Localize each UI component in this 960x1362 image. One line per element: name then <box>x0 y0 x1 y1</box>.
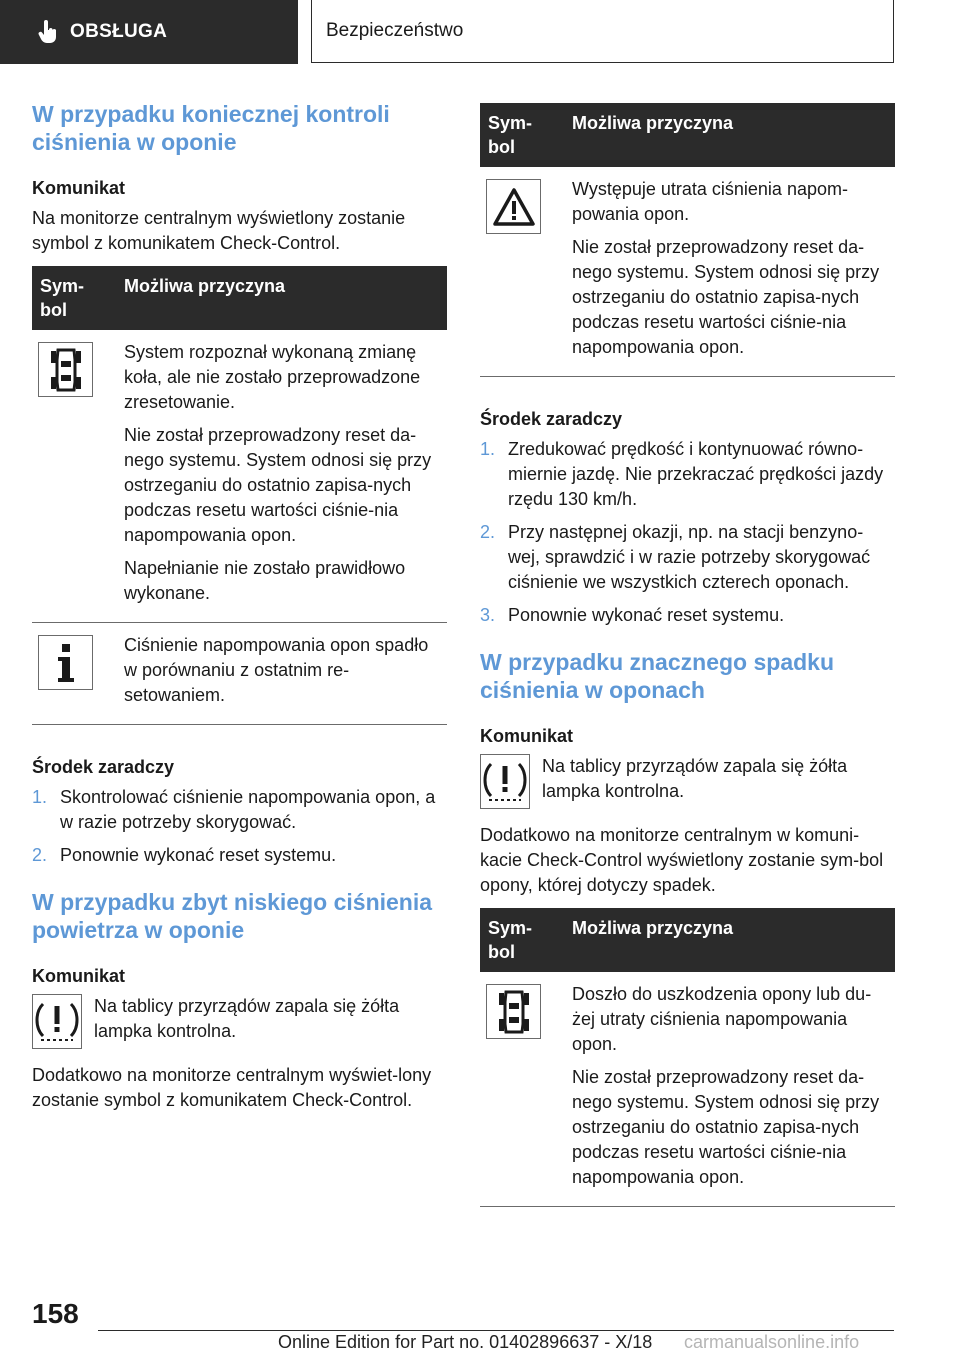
cause-text: Nie został przeprowadzony reset da-nego systemu. System odnosi się przy ostrzeganiu do ostatnio zapisa-nych podczas resetu wartości ciśnie-nia napompowania opon. <box>572 1067 880 1187</box>
cause-table <box>32 266 447 725</box>
car-tire-icon <box>38 342 93 397</box>
tire-pressure-warning-icon <box>32 994 82 1049</box>
tire-pressure-warning-icon <box>480 754 530 809</box>
symbol-column-header: Sym- bol <box>488 113 533 157</box>
info-icon <box>38 635 93 690</box>
chapter-title: Bezpieczeństwo <box>311 0 894 63</box>
cause-text: Nie został przeprowadzony reset da-nego systemu. System odnosi się przy ostrzeganiu do ostatnio zapisa-nych podczas resetu wartości ciśnie-nia napompowania opon. <box>124 425 432 545</box>
section-tab <box>0 0 298 64</box>
symbol-column-header: Sym- bol <box>40 276 85 320</box>
step-number: 1. <box>480 439 496 459</box>
table-row <box>32 623 447 725</box>
remedy-heading: Środek zaradczy <box>480 409 623 429</box>
table-row <box>480 972 895 1207</box>
cause-text: Występuje utrata ciśnienia napom-powania opon. <box>572 179 848 224</box>
section-label: OBSŁUGA <box>70 21 168 42</box>
list-item <box>32 843 447 868</box>
step-number: 2. <box>32 845 48 865</box>
section-heading: W przypadku znacznego spadku ciśnienia w oponach <box>480 649 834 703</box>
page-number: 158 <box>32 1298 79 1329</box>
table-header <box>480 908 895 972</box>
right-column <box>480 103 895 1237</box>
step-text: Ponownie wykonać reset systemu. <box>508 605 785 625</box>
section-heading: W przypadku zbyt niskiego ciśnienia powietrza w oponie <box>32 889 433 943</box>
list-item <box>480 520 895 595</box>
message-heading: Komunikat <box>32 966 126 986</box>
list-item <box>480 603 895 628</box>
left-column <box>32 100 447 1123</box>
extra-text: Dodatkowo na monitorze centralnym wyświet-lony zostanie symbol z komunikatem Check-Control. <box>32 1065 432 1110</box>
step-text: Ponownie wykonać reset systemu. <box>60 845 337 865</box>
lamp-text: Na tablicy przyrządów zapala się żółta lampka kontrolna. <box>542 756 848 801</box>
step-text: Zredukować prędkość i kontynuować równo-miernie jazdę. Nie przekraczać prędkości jazdy rzędu 130 km/h. <box>508 439 884 509</box>
warning-lamp-message <box>32 994 447 1049</box>
step-number: 1. <box>32 787 48 807</box>
list-item <box>32 785 447 835</box>
warning-triangle-icon <box>486 179 541 234</box>
cause-column-header: Możliwa przyczyna <box>572 918 734 938</box>
extra-text: Dodatkowo na monitorze centralnym w komuni-kacie Check-Control wyświetlony zostanie sym-bol opony, której dotyczy spadek. <box>480 825 884 895</box>
lamp-text: Na tablicy przyrządów zapala się żółta lampka kontrolna. <box>94 996 400 1041</box>
remedy-steps <box>480 437 895 628</box>
warning-lamp-message <box>480 754 895 809</box>
edition-text: Online Edition for Part no. 01402896637 - X/18 <box>278 1332 653 1352</box>
cause-text: System rozpoznał wykonaną zmianę koła, ale nie zostało przeprowadzone zresetowanie. <box>124 342 421 412</box>
cause-text: Ciśnienie napompowania opon spadło w porównaniu z ostatnim re-setowaniem. <box>124 635 429 705</box>
remedy-heading: Środek zaradczy <box>32 757 175 777</box>
table-header <box>480 103 895 167</box>
table-header <box>32 266 447 330</box>
message-heading: Komunikat <box>32 178 126 198</box>
hand-pointer-icon <box>38 20 58 44</box>
cause-table <box>480 908 895 1207</box>
message-heading: Komunikat <box>480 726 574 746</box>
cause-text: Napełnianie nie zostało prawidłowo wykonane. <box>124 558 406 603</box>
list-item <box>480 437 895 512</box>
step-number: 3. <box>480 605 496 625</box>
table-row <box>480 167 895 377</box>
car-tire-icon <box>486 984 541 1039</box>
watermark: carmanualsonline.info <box>684 1332 860 1352</box>
table-row <box>32 330 447 623</box>
cause-text: Nie został przeprowadzony reset da-nego systemu. System odnosi się przy ostrzeganiu do ostatnio zapisa-nych podczas resetu wartości ciśnie-nia napompowania opon. <box>572 237 880 357</box>
section-heading: W przypadku koniecznej kontroli ciśnienia w oponie <box>32 101 390 155</box>
cause-text: Doszło do uszkodzenia opony lub du-żej utraty ciśnienia napompowania opon. <box>572 984 872 1054</box>
step-number: 2. <box>480 522 496 542</box>
message-text: Na monitorze centralnym wyświetlony zostanie symbol z komunikatem Check-Control. <box>32 208 406 253</box>
symbol-column-header: Sym- bol <box>488 918 533 962</box>
step-text: Skontrolować ciśnienie napompowania opon, a w razie potrzeby skorygować. <box>60 787 436 832</box>
step-text: Przy następnej okazji, np. na stacji benzyno-wej, sprawdzić i w razie potrzeby skorygować ciśnienie we wszystkich czterech oponach. <box>508 522 871 592</box>
page-footer <box>0 1290 960 1362</box>
cause-table <box>480 103 895 377</box>
cause-column-header: Możliwa przyczyna <box>572 113 734 133</box>
remedy-steps <box>32 785 447 868</box>
cause-column-header: Możliwa przyczyna <box>124 276 286 296</box>
